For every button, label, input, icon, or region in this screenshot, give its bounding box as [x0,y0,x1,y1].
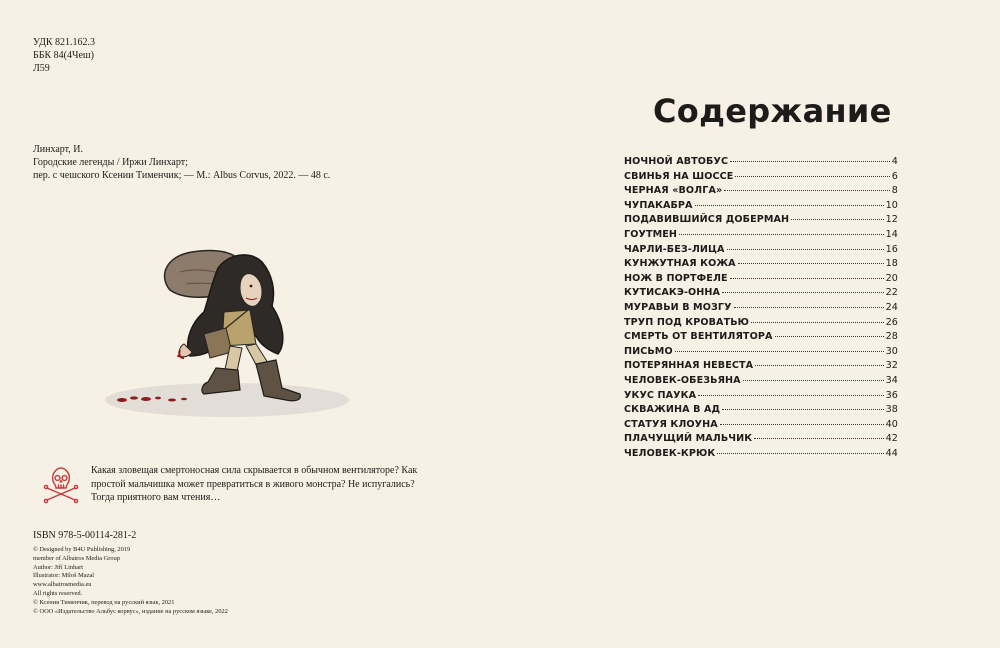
toc-entry-page: 30 [885,345,898,357]
toc-entry[interactable] [624,375,898,390]
toc-leader [720,424,884,425]
isbn: ISBN 978-5-00114-281-2 [33,530,137,541]
blurb-line-1: Какая зловещая смертоносная сила скрывается в обычном вентиляторе? Как [91,465,418,476]
toc-entry[interactable] [624,258,898,273]
toc-entry-title: СВИНЬЯ НА ШОССЕ [624,170,734,182]
toc-leader [695,205,884,206]
toc-leader [754,438,883,439]
toc-entry-page: 6 [891,170,898,182]
toc-leader [775,336,884,337]
toc-entry[interactable] [624,273,898,288]
toc-entry[interactable] [624,419,898,434]
toc-entry-title: ТРУП ПОД КРОВАТЬЮ [624,316,749,328]
table-of-contents [624,156,898,462]
toc-entry-title: ГОУТМЕН [624,228,678,240]
toc-leader [755,365,883,366]
toc-entry-title: ЧУПАКАБРА [624,199,693,211]
toc-entry[interactable] [624,185,898,200]
toc-entry-title: ЧАРЛИ-БЕЗ-ЛИЦА [624,243,725,255]
toc-entry[interactable] [624,156,898,171]
toc-entry-page: 24 [885,301,898,313]
toc-entry[interactable] [624,317,898,332]
toc-leader [722,409,883,410]
blurb-line-3: Тогда приятного вам чтения… [91,492,221,503]
toc-leader [743,380,884,381]
credit-line: member of Albatros Media Group [33,554,120,562]
toc-leader [724,190,889,191]
illustration-hooded-figure [100,228,354,424]
toc-entry-title: СМЕРТЬ ОТ ВЕНТИЛЯТОРА [624,331,773,343]
toc-entry-title: ПОДАВИВШИЙСЯ ДОБЕРМАН [624,214,790,226]
author-code: Л59 [33,63,50,74]
toc-title: Содержание [653,92,892,130]
toc-entry-page: 32 [885,360,898,372]
toc-leader [727,249,884,250]
book-blurb [42,464,462,510]
toc-leader [722,292,883,293]
toc-leader [730,161,890,162]
toc-entry-page: 26 [885,316,898,328]
toc-entry-page: 44 [885,447,898,459]
credit-line: © Ксения Тименчик, перевод на русский язык, 2021 [33,598,175,606]
toc-entry-title: ПЛАЧУЩИЙ МАЛЬЧИК [624,433,753,445]
toc-entry[interactable] [624,433,898,448]
toc-entry-page: 16 [885,243,898,255]
toc-entry[interactable] [624,287,898,302]
credit-line: © Designed by B4U Publishing, 2019 [33,546,131,553]
toc-entry[interactable] [624,331,898,346]
toc-entry-title: ПОТЕРЯННАЯ НЕВЕСТА [624,360,754,372]
blurb-line-2: простой мальчишка может превратиться в живого монстра? Не испугались? [91,478,415,490]
toc-entry-title: КУНЖУТНАЯ КОЖА [624,258,736,270]
credit-line: Author: Jiří Linhart [33,563,84,571]
credit-line: Illustrator: Miloš Mazal [33,572,95,580]
blurb-text [91,464,471,505]
toc-entry-title: УКУС ПАУКА [624,389,697,401]
skull-crossbones-icon [42,466,80,504]
toc-leader [735,176,889,177]
toc-entry-page: 12 [885,214,898,226]
toc-leader [791,219,883,220]
toc-leader [738,263,884,264]
toc-entry-title: КУТИСАКЭ-ОННА [624,287,721,299]
toc-leader [698,395,883,396]
toc-entry-page: 10 [885,199,898,211]
toc-entry-page: 22 [885,287,898,299]
toc-entry[interactable] [624,200,898,215]
credit-line: All rights reserved. [33,589,83,597]
toc-leader [675,351,884,352]
toc-entry-title: МУРАВЬИ В МОЗГУ [624,301,732,313]
toc-entry-title: СТАТУЯ КЛОУНА [624,418,718,430]
biblio-author: Линхарт, И. [33,144,83,155]
toc-entry-page: 14 [885,228,898,240]
biblio-title: Городские легенды / Иржи Линхарт; [33,157,188,168]
toc-entry-title: ЧЕЛОВЕК-ОБЕЗЬЯНА [624,374,741,386]
udk-code: УДК 821.162.3 [33,37,96,48]
toc-entry[interactable] [624,360,898,375]
toc-entry-page: 36 [885,389,898,401]
toc-entry-page: 38 [885,404,898,416]
toc-entry[interactable] [624,346,898,361]
toc-entry[interactable] [624,390,898,405]
toc-entry-page: 40 [885,418,898,430]
toc-entry-page: 18 [885,258,898,270]
toc-entry-page: 28 [885,331,898,343]
toc-entry-page: 42 [885,433,898,445]
toc-entry-page: 8 [891,185,898,197]
toc-entry-title: ЧЕЛОВЕК-КРЮК [624,447,716,459]
credit-line: © ООО «Издательство Альбус корвус», издание на русском языке, 2022 [33,607,228,615]
toc-entry[interactable] [624,448,898,463]
toc-entry-title: ПИСЬМО [624,345,673,357]
toc-entry[interactable] [624,214,898,229]
left-boot [202,368,240,394]
toc-entry-page: 34 [885,374,898,386]
toc-leader [734,307,884,308]
biblio-publication: пер. с чешского Ксении Тименчик; — М.: Albus Corvus, 2022. — 48 с. [33,170,331,181]
bbk-code: ББК 84(4Чеш) [33,50,94,61]
toc-entry-page: 4 [891,156,898,167]
classification-block [33,36,95,75]
toc-leader [717,453,883,454]
toc-entry-title: НОЧНОЙ АВТОБУС [624,156,729,167]
toc-entry[interactable] [624,244,898,259]
toc-entry-title: НОЖ В ПОРТФЕЛЕ [624,272,728,284]
toc-leader [679,234,884,235]
toc-entry-page: 20 [885,272,898,284]
bibliographic-entry [33,143,330,182]
toc-entry[interactable] [624,171,898,186]
toc-entry[interactable] [624,404,898,419]
credits-block [33,546,228,616]
toc-entry[interactable] [624,229,898,244]
toc-entry-title: СКВАЖИНА В АД [624,404,721,416]
credit-line: www.albatrosmedia.eu [33,581,92,589]
toc-leader [751,322,884,323]
toc-entry-title: ЧЕРНАЯ «ВОЛГА» [624,185,723,197]
toc-leader [730,278,884,279]
toc-entry[interactable] [624,302,898,317]
